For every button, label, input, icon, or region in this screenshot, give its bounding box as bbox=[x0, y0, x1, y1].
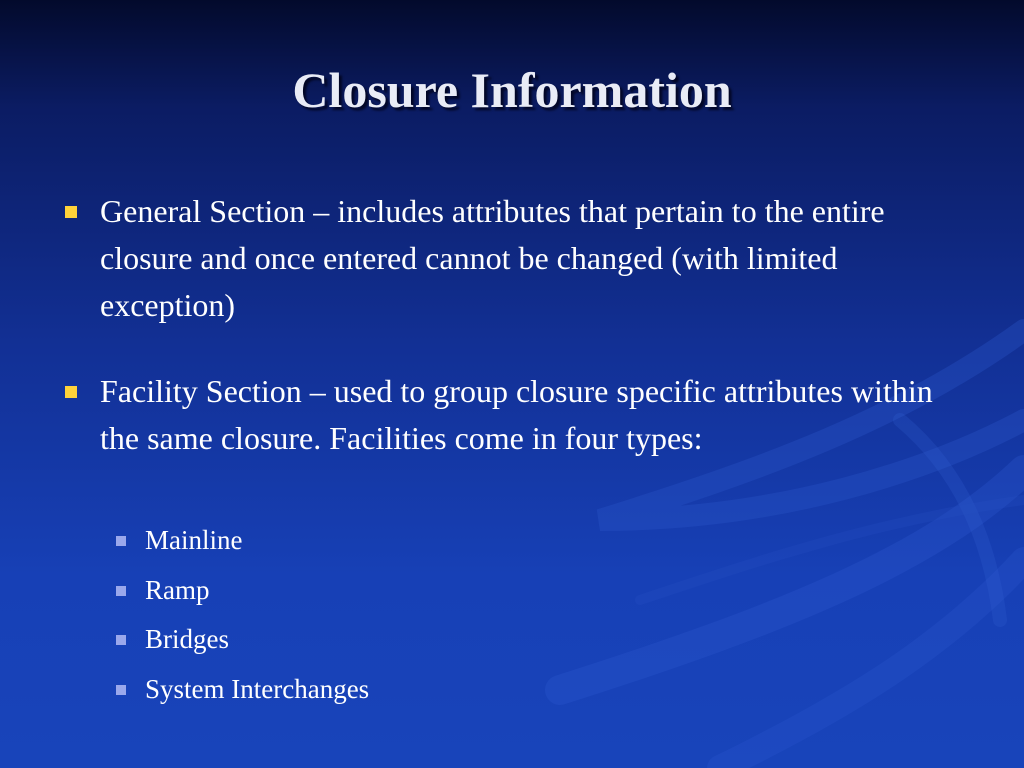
sub-bullet-text: Mainline bbox=[145, 525, 243, 555]
bullet-facility-section bbox=[100, 368, 970, 462]
square-bullet-icon bbox=[65, 386, 77, 398]
sub-bullet-text: Bridges bbox=[145, 624, 229, 654]
facility-types-list bbox=[145, 516, 369, 714]
square-bullet-icon bbox=[116, 685, 126, 695]
sub-bullet-text: Ramp bbox=[145, 574, 210, 605]
sub-bullet-ramp bbox=[145, 566, 369, 616]
sub-bullet-text: System Interchanges bbox=[145, 673, 370, 704]
bullet-general-section bbox=[100, 188, 970, 329]
square-bullet-icon bbox=[65, 206, 77, 218]
square-bullet-icon bbox=[116, 586, 126, 596]
bullet-text: General Section – includes attributes that pertain to the entire closure and once entered cannot be changed (with limited exception) bbox=[100, 193, 885, 323]
sub-bullet-bridges bbox=[145, 615, 369, 665]
sub-bullet-mainline bbox=[145, 516, 369, 566]
square-bullet-icon bbox=[116, 536, 126, 546]
bullet-text: Facility Section – used to group closure specific attributes within the same closure. Facilities come in four types: bbox=[100, 373, 933, 456]
square-bullet-icon bbox=[116, 635, 126, 645]
sub-bullet-system-interchanges bbox=[145, 665, 369, 715]
slide-title: Closure Information bbox=[292, 62, 732, 118]
